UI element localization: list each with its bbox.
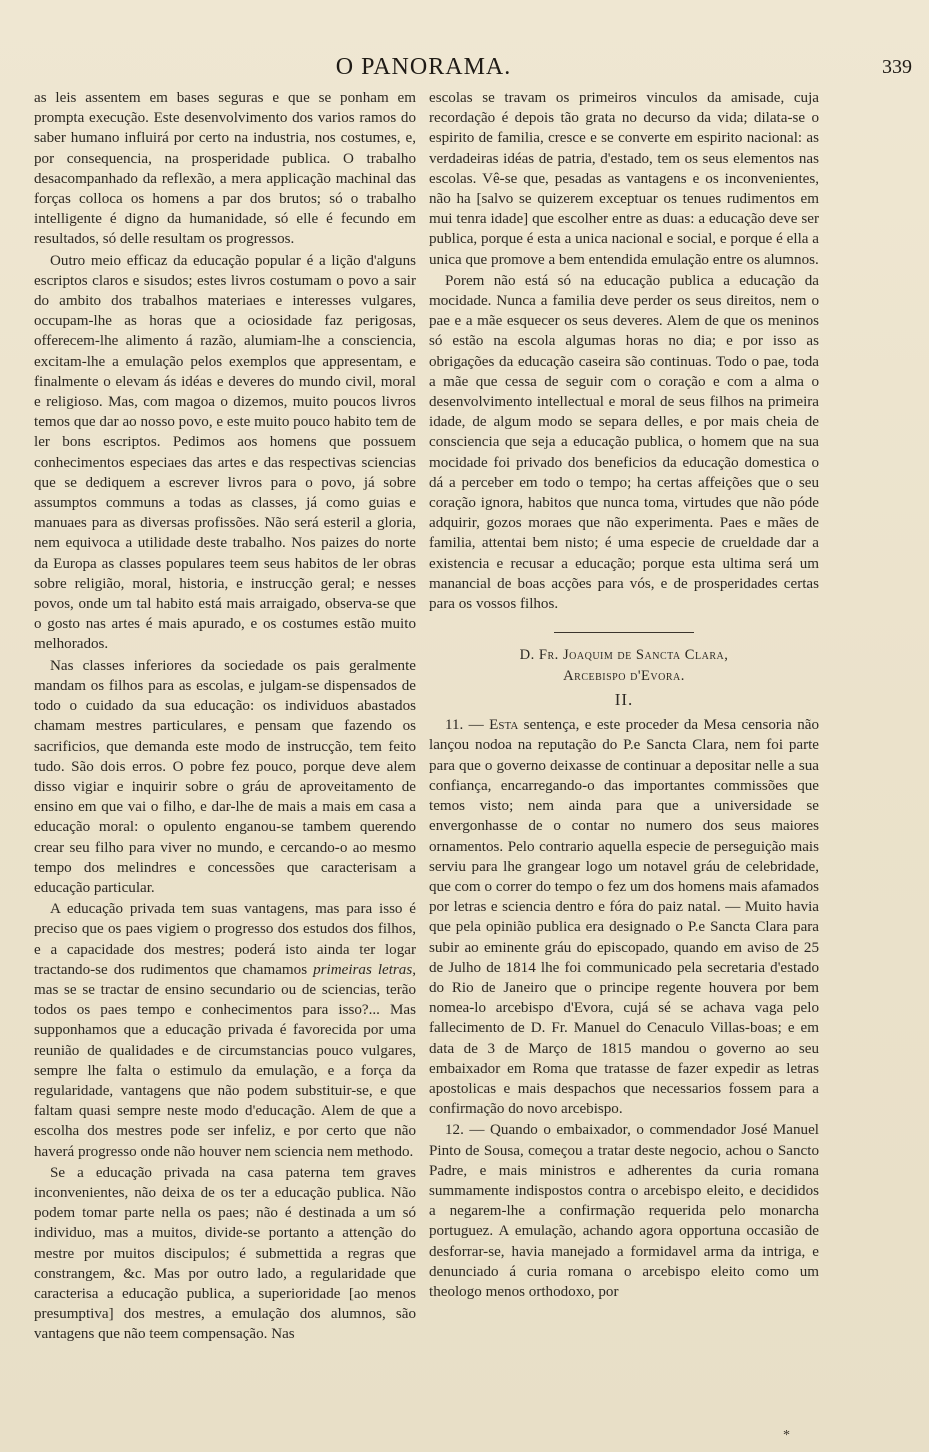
signature-mark: *	[783, 1428, 790, 1443]
paragraph	[34, 899, 416, 1162]
page-title: O PANORAMA.	[335, 54, 512, 80]
paragraph: Porem não está só na educação publica a educação da mocidade. Nunca a familia deve perder os seus direitos, nem o pae e a mãe esquecer os seus deveres. Alem de que os meninos só estão na escola algumas horas no dia; e por isso as obrigações da educação caseira são continuas. Todo o pae, toda a mãe que cessa de seguir com o coração e com a alma o desenvolvimento intellectual e moral de seus filhos na primeira idade, de algum modo se separa delles, e por mais cheia de consciencia que seja a educação publica, o homem que na sua mocidade foi privado dos beneficios da educação domestica o dá a perceber em todo o tempo; ha certas affeições que o seu coração ignora, habitos que nunca toma, virtudes que não póde adquirir, gozos moraes que não experimenta. Paes e mães de familia, attentai bem nisto; é uma especie de crueldade dar a existencia e recusar a educação; porque esta ultima será um manancial de boas acções para vós, e de prosperidades certas para os vossos filhos.	[429, 272, 819, 613]
paragraph: Outro meio efficaz da educação popular é a lição d'alguns escriptos claros e sisudos; estes livros costumam o povo a sair do ambito dos trabalhos materiaes e interesses vulgares, occupam-lhe as horas que a ociosidade faz perigosas, offerecem-lhe alimento á razão, alumiam-lhe a consciencia, excitam-lhe a emulação pelos exemplos que appresentam, e finalmente o elevam ás idéas e deveres do mundo civil, moral e religioso. Mas, com magoa o dizemos, muito poucos livros temos que dar ao nosso povo, e este muito pouco habito tem de ler bons escriptos. Pedimos aos homens que possuem conhecimentos especiaes das artes e das respectivas sciencias que se dediquem a escrever livros para o povo, já sobre assumptos communs a todas as classes, já como guias e manuaes para as diversas profissões. Não será esteril a gloria, nem equivoca a utilidade deste trabalho. Nos paizes do norte da Europa as classes populares teem seus habitos de ler obras sobre religião, moral, historia, e instrucção geral; e nesses povos, onde um tal habito está mais arraigado, observa-se que o gosto nas artes é mais apurado, e os costumes estão muito melhorados.	[34, 252, 416, 653]
numbered-paragraph	[429, 1120, 819, 1302]
paragraph-text: sentença, e este proceder da Mesa censoria não lançou nodoa na reputação do P.e Sancta Clara, nem foi parte para que o governo deixasse de continuar a depositar nelle a sua confiança, encarregando-o das importantes commissões que temos visto; nem ainda para que a universidade se envergonhasse de o contar no numero dos seus maiores ornamentos. Pelo contrario aquella especie de perseguição mais serviu para lhe grangear logo um notavel gráu de celebridade, que com o correr do tempo o fez um dos homens mais afamados por letras e sciencia dentro e fóra do paiz natal. — Muito havia que pela opinião publica era designado o P.e Sancta Clara para subir ao eminente gráu do episcopado, quando em aviso de 25 de Julho de 1814 lhe foi communicado pela secretaria d'estado do Rio de Janeiro que o principe regente houvera por bem nomea-lo arcebispo d'Evora, cujá sé se achava vaga pelo fallecimento de D. Fr. Manuel do Cenaculo Villas-boas; e em data de 3 de Março de 1815 mandou o governo ao seu embaixador em Roma que tratasse de fazer expedir as letras apostolicas e mais despachos que necessarios fossem para a confirmação do novo arcebispo.	[429, 717, 819, 1118]
page-number: 339	[882, 56, 912, 78]
lead-word: Esta	[489, 717, 519, 734]
paragraph-number: 11. —	[445, 717, 490, 734]
paragraph: escolas se travam os primeiros vinculos da amisade, cuja recordação é depois tão grata no decurso da vida; dilata-se o espirito de familia, cresce e se converte em espirito nacional: as verdadeiras idéas de patria, d'estado, tem os seus elementos nas escolas. Vê-se que, pesadas as vantagens e os inconvenientes, não ha [salvo se quizerem exceptuar os tenues rudimentos em mui tenra idade] que escolher entre as duas: a educação deve ser publica, porque é esta a unica nacional e social, e porque é ella a unica que promove a bem entendida emulação entre os alumnos.	[429, 90, 819, 268]
article-part-number: II.	[614, 690, 634, 710]
paragraph-text: Quando o embaixador, o commendador José Manuel Pinto de Sousa, começou a tratar deste negocio, achou o Sancto Padre, e mais ministros e adherentes da curia romana summamente indispostos contra o arcebispo eleito, e decididos a negarem-lhe a confirmação requerida pelo monarcha portuguez. A emulação, achando agora opportuna occasião de desforrar-se, havia manejado a formidavel arma da intriga, e denunciado á curia romana o arcebispo eleito como um theologo menos orthodoxo, por	[429, 1122, 819, 1300]
paragraph: as leis assentem em bases seguras e que se ponham em prompta execução. Este desenvolvimento dos varios ramos do saber humano influirá por certo na industria, nos costumes, e, por consequencia, na prosperidade publica. O trabalho desacompanhado da reflexão, a mera applicação machinal das forças colloca os homens a par dos brutos; só o trabalho intelligente é digno da humanidade, só elle é fecundo em resultados, só delle resultam os progressos.	[34, 90, 416, 248]
left-column	[34, 88, 416, 1345]
numbered-paragraph	[429, 715, 819, 1119]
article-title-line-1: D. Fr. Joaquim de Sancta Clara,	[519, 647, 729, 664]
paragraph: Nas classes inferiores da sociedade os pais geralmente mandam os filhos para as escolas, e julgam-se dispensados de todo o cuidado da sua educação: os individuos abastados chamam mestres particulares, e pensam que fazendo os sacrificios, que demanda este modo de instrucção, tem feito tudo. São dois erros. O pobre fez pouco, porque deve alem disso vigiar e inquirir sobre o gráu de aproveitamento de ensino em que vai o filho, e dar-lhe de mais a mais em casa a educação moral: o opulento enganou-se tambem querendo crear seu filho para viver no mundo, e cercando-o ao mesmo tempo dos melindres e concessões que caracterisam a educação particular.	[34, 657, 416, 896]
article-title-line-2: Arcebispo d'Evora.	[563, 668, 685, 685]
italic-term: primeiras letras	[313, 961, 413, 978]
right-column	[429, 88, 819, 1302]
paragraph: Se a educação privada na casa paterna tem graves inconvenientes, não deixa de os ter a educação publica. Não podem tomar parte nella os paes; não é destinada a um só individuo, mas a muitos, divide-se portanto a attenção do mestre por muitos discipulos; é submettida a regras que constrangem, &c. Mas por outro lado, a regularidade que caracterisa a educação publica, a superioridade [ao menos presumptiva] dos mestres, a emulação dos alumnos, são vantagens que não teem compensação. Nas	[34, 1164, 416, 1343]
page-header	[30, 54, 912, 84]
section-divider	[554, 632, 694, 633]
paragraph-text: , mas se se tractar de ensino secundario ou de sciencias, terão todos os paes tempo e conhecimentos para isso?... Mas supponhamos que a educação privada é favorecida por uma reunião de qualidades e de circumstancias pouco vulgares, sempre lhe falta o estimulo da emulação, e a força da regularidade, vantagens que não podem substituir-se, e que faltam quasi sempre neste modo d'educação. Alem de que a escolha dos mestres pode ser infeliz, e por certo que não haverá progresso onde não houver nem sciencia nem methodo.	[34, 961, 416, 1160]
paragraph-text: A educação privada tem suas vantagens, mas para isso é preciso que os paes vigiem o progresso dos estudos dos filhos, e a capacidade dos mestres; poderá isto ainda ter logar tractando-se dos rudimentos que chamamos	[34, 901, 416, 978]
paragraph-number: 12. —	[445, 1122, 491, 1139]
